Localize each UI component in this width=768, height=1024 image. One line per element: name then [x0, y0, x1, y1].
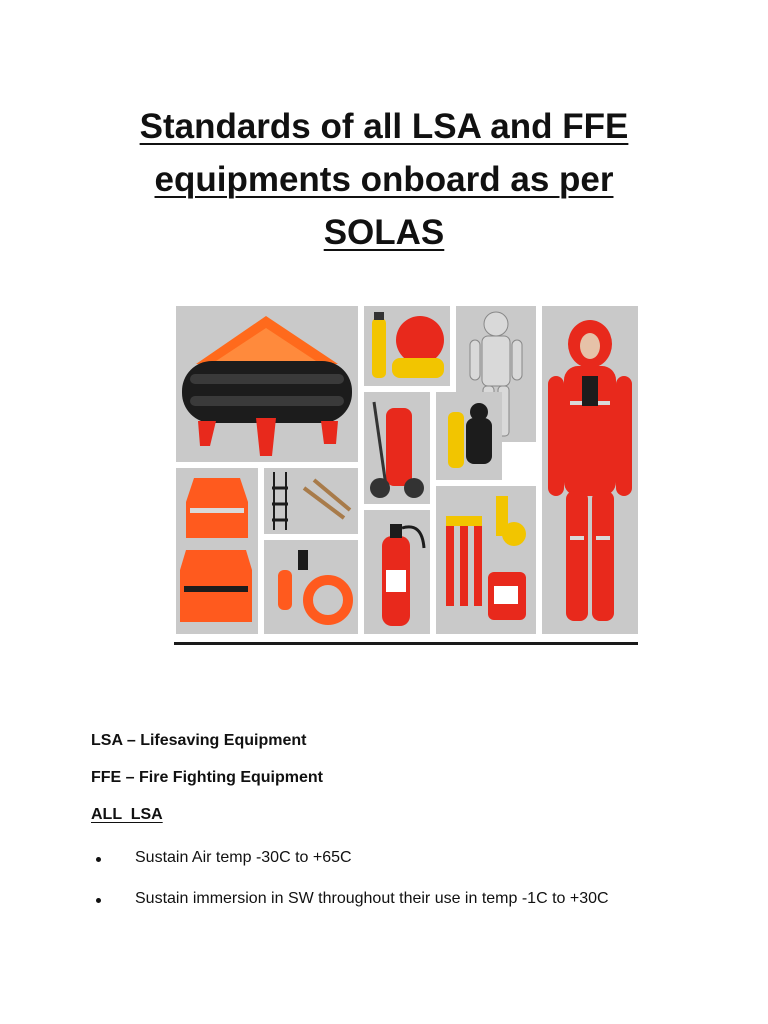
- list-item-text: Sustain Air temp -30C to +65C: [135, 849, 352, 866]
- flares-and-containers-image: [436, 486, 536, 634]
- lsa-definition: LSA – Lifesaving Equipment: [91, 732, 307, 749]
- fire-extinguisher-bag-image: [364, 306, 450, 386]
- equipment-collage-image: [176, 306, 638, 634]
- requirements-list: [91, 848, 609, 930]
- fire-extinguisher-image: [364, 510, 430, 634]
- section-heading: ALL LSA: [91, 806, 163, 823]
- breathing-apparatus-image: [436, 392, 502, 480]
- collage-divider: [174, 642, 638, 645]
- ffe-definition: FFE – Fire Fighting Equipment: [91, 769, 323, 786]
- lifebuoy-image: [264, 540, 358, 634]
- title-line-1: Standards of all LSA and FFE: [139, 107, 629, 146]
- wheeled-extinguisher-image: [364, 392, 430, 504]
- list-item: [91, 889, 609, 909]
- title-line-2: equipments onboard as per: [154, 160, 614, 199]
- bullet-icon: [96, 857, 101, 862]
- liferaft-image: [176, 306, 358, 462]
- bullet-icon: [96, 898, 101, 903]
- immersion-suit-image: [542, 306, 638, 634]
- lifejackets-image: [176, 468, 258, 634]
- list-item-text: Sustain immersion in SW throughout their use in temp -1C to +30C: [135, 890, 609, 907]
- title-line-3: SOLAS: [323, 213, 445, 252]
- list-item: [91, 848, 609, 868]
- pilot-ladder-image: [264, 468, 358, 534]
- page-title: [0, 100, 768, 259]
